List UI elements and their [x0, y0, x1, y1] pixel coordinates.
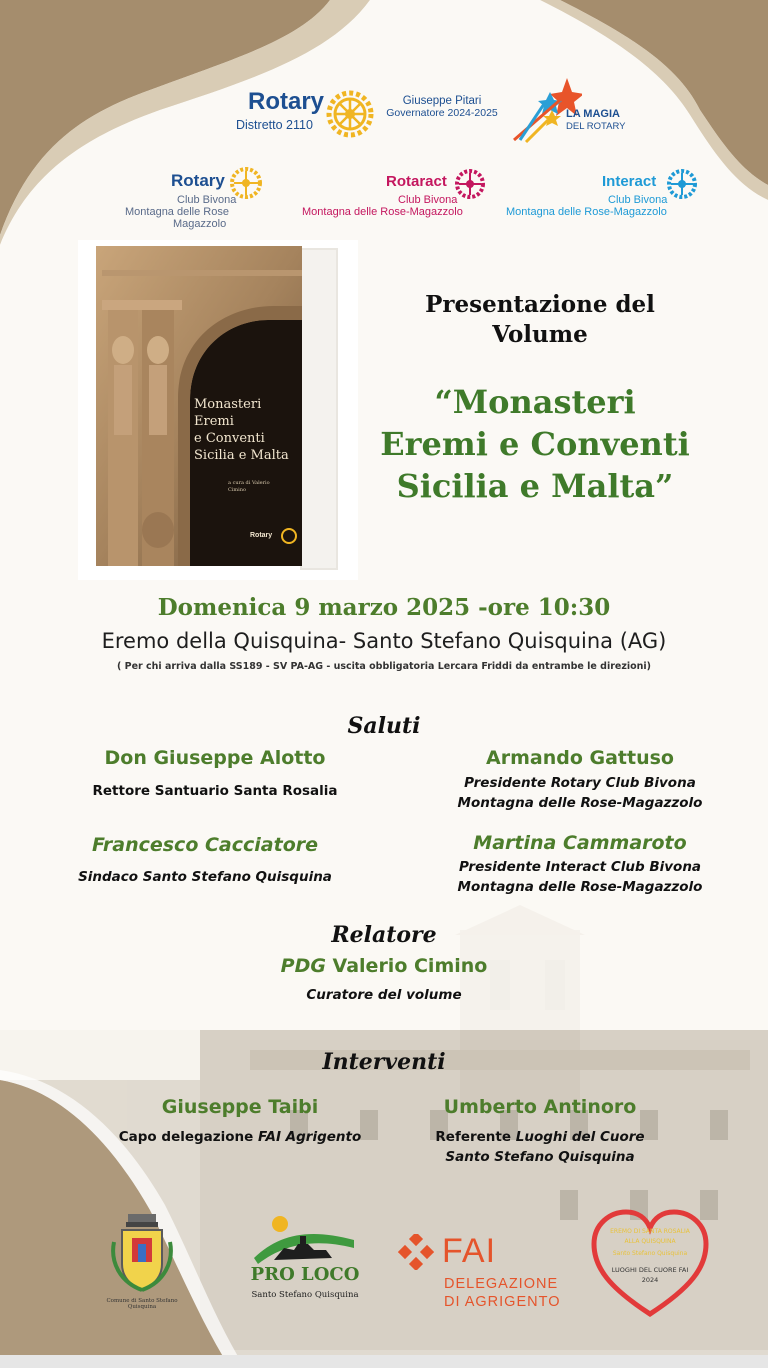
proloco-emblem-icon — [254, 1214, 354, 1266]
magia-line-2: DEL ROTARY — [566, 121, 626, 132]
volume-title-line-2: Eremi e Conventi — [380, 425, 690, 463]
interventi-person-1-role — [80, 1127, 400, 1147]
governor-role: Governatore 2024-2025 — [386, 107, 498, 119]
cover-title-line-2: Eremi — [194, 414, 234, 429]
cover-rotary-mark: Rotary — [250, 532, 273, 539]
event-date: Domenica 9 marzo 2025 -ore 10:30 — [157, 594, 611, 621]
interact-wordmark: Interact — [602, 173, 657, 190]
saluti-person-4-role — [420, 857, 740, 897]
cover-curator: a cura di Valerio Cimino — [228, 480, 270, 493]
rotary-district-logo — [236, 88, 386, 138]
fai-sub-line-2: DI AGRIGENTO — [444, 1294, 561, 1310]
interventi-person-1-role-a: Capo delegazione — [118, 1129, 259, 1145]
saluti-person-1-name: Don Giuseppe Alotto — [104, 747, 326, 769]
saluti-person-2-name: Armando Gattuso — [486, 747, 674, 769]
rotaract-line-1: Club Bivona — [398, 194, 458, 206]
fai-emblem-icon — [398, 1234, 434, 1270]
interact-wheel-icon — [666, 168, 698, 200]
presentation-heading — [370, 290, 710, 350]
interventi-person-1-role-b: FAI Agrigento — [258, 1129, 362, 1145]
fai-sub-line-1: DELEGAZIONE — [444, 1276, 559, 1292]
volume-title-line-1: “Monasteri — [434, 383, 636, 421]
presentation-heading-line-2: Volume — [492, 321, 588, 348]
saluti-person-2-role-line-1: Presidente Rotary Club Bivona — [464, 775, 696, 791]
fai-wordmark: FAI — [442, 1232, 497, 1270]
interventi-person-2-role-line-2: Santo Stefano Quisquina — [445, 1149, 635, 1165]
rotaract-wordmark: Rotaract — [386, 173, 447, 190]
saluti-person-4-role-line-2: Montagna delle Rose-Magazzolo — [457, 879, 703, 895]
distretto-label: Distretto 2110 — [236, 118, 313, 132]
heart-icon — [590, 1208, 710, 1320]
interventi-heading: Interventi — [322, 1049, 446, 1075]
governor-block — [382, 95, 502, 119]
saluti-heading: Saluti — [347, 713, 421, 739]
proloco-logo — [250, 1214, 360, 1314]
volume-title — [350, 381, 720, 507]
cuore-line-2: ALLA QUISQUINA — [624, 1238, 676, 1245]
saluti-person-3-role: Sindaco Santo Stefano Quisquina — [78, 869, 332, 885]
cover-title-line-1: Monasteri — [194, 397, 262, 412]
proloco-wordmark: PRO LOCO — [250, 1264, 360, 1285]
book-cover-title — [194, 396, 298, 464]
fai-logo — [398, 1232, 568, 1314]
cuore-line-5: 2024 — [641, 1276, 659, 1284]
saluti-person-2-role — [420, 773, 740, 813]
relatore-heading: Relatore — [331, 922, 437, 948]
coat-of-arms-icon — [110, 1212, 174, 1292]
saluti-person-4-role-line-1: Presidente Interact Club Bivona — [458, 859, 702, 875]
comune-label: Comune di Santo Stefano Quisquina — [106, 1298, 178, 1310]
interventi-person-2-name: Umberto Antinoro — [443, 1096, 637, 1118]
relatore-person: Valerio Cimino — [325, 955, 488, 977]
interact-line-2: Montagna delle Rose-Magazzolo — [506, 206, 667, 218]
luoghi-cuore-logo — [590, 1208, 710, 1320]
interventi-person-2-role-b: Luoghi del Cuore — [515, 1129, 645, 1145]
saluti-person-3-name: Francesco Cacciatore — [91, 834, 318, 856]
rotary-club-line-2: Montagna delle Rose — [125, 206, 229, 218]
rotary-club-line-3: Magazzolo — [173, 218, 227, 230]
event-place: Eremo della Quisquina- Santo Stefano Quisquina (AG) — [101, 629, 667, 653]
interventi-person-2-role-a: Referente — [435, 1129, 516, 1145]
relatore-name — [0, 955, 768, 977]
rotary-wheel-icon — [326, 90, 374, 138]
governor-name: Giuseppe Pitari — [402, 95, 482, 107]
proloco-sub: Santo Stefano Quisquina — [251, 1290, 359, 1300]
event-directions: ( Per chi arriva dalla SS189 - SV PA-AG - uscita obbligatoria Lercara Friddi da entrambe le direzioni) — [116, 661, 652, 672]
interventi-person-1-name: Giuseppe Taibi — [161, 1096, 319, 1118]
magia-rotary-logo — [512, 78, 632, 144]
magia-line-1: LA MAGIA — [566, 108, 620, 120]
rotary-wordmark: Rotary — [248, 88, 325, 115]
rotaract-wheel-icon — [454, 168, 486, 200]
interventi-person-2-role — [380, 1127, 700, 1167]
relatore-prefix: PDG — [280, 955, 326, 977]
cover-title-line-3: e Conventi — [194, 431, 265, 446]
book-cover — [78, 240, 358, 580]
cuore-line-4: LUOGHI DEL CUORE FAI — [611, 1266, 689, 1274]
saluti-person-4-name: Martina Cammaroto — [473, 832, 687, 854]
relatore-role: Curatore del volume — [306, 987, 462, 1003]
cuore-line-3: Santo Stefano Quisquina — [612, 1250, 688, 1257]
rotary-club-line-1: Club Bivona — [177, 194, 237, 206]
comune-logo — [92, 1212, 192, 1312]
volume-title-line-3: Sicilia e Malta” — [396, 467, 674, 505]
presentation-heading-line-1: Presentazione del — [425, 291, 655, 318]
saluti-person-1-role: Rettore Santuario Santa Rosalia — [92, 783, 338, 799]
cuore-line-1: EREMO DI SANTA ROSALIA — [610, 1228, 690, 1235]
rotaract-line-2: Montagna delle Rose-Magazzolo — [302, 206, 463, 218]
saluti-person-2-role-line-2: Montagna delle Rose-Magazzolo — [457, 795, 703, 811]
cover-title-line-4: Sicilia e Malta — [194, 448, 289, 463]
interact-line-1: Club Bivona — [608, 194, 668, 206]
rotary-club-wordmark: Rotary — [171, 171, 225, 190]
